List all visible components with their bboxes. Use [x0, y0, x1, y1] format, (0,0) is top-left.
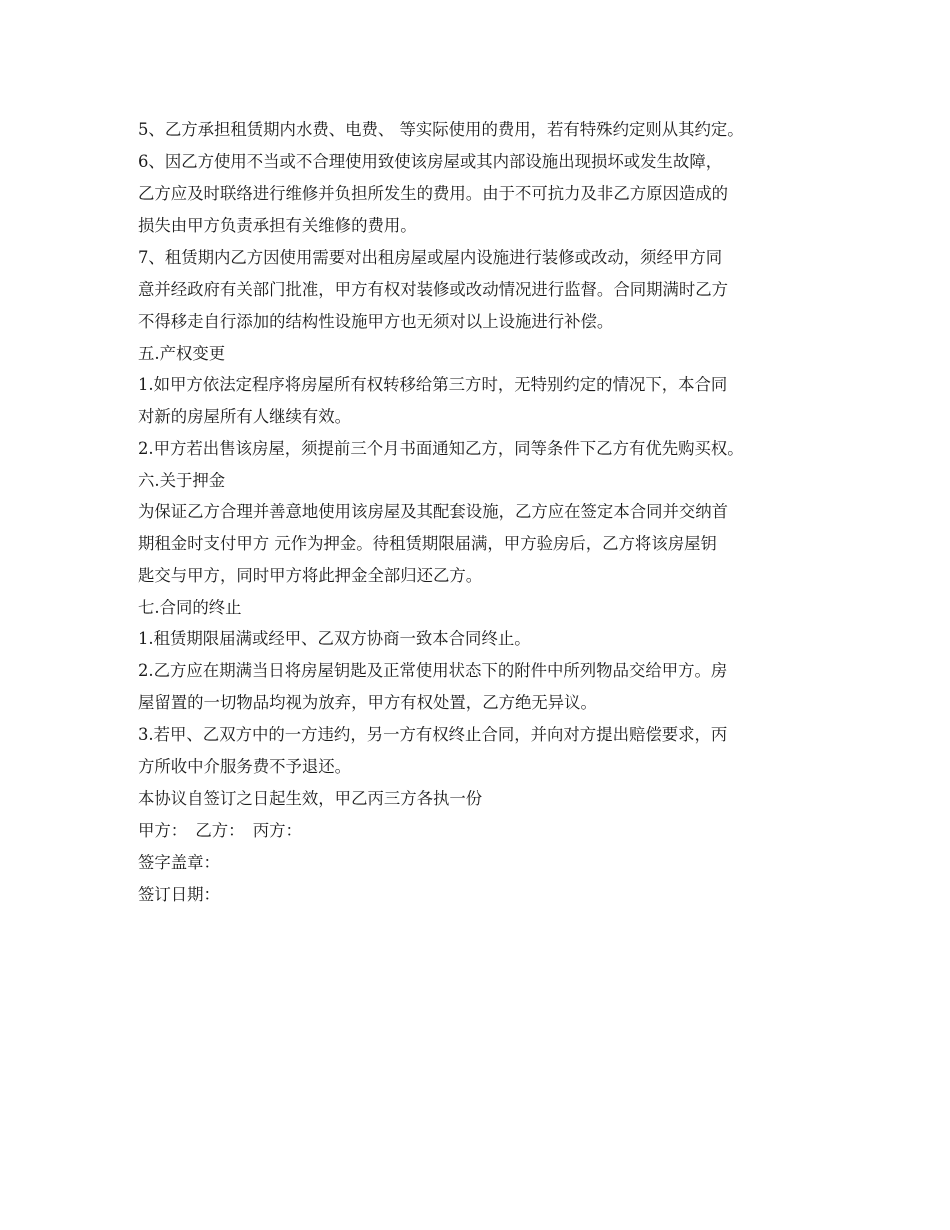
property-clause-1-line-1: 1.如甲方依法定程序将房屋所有权转移给第三方时，无特别约定的情况下，本合同: [138, 375, 728, 394]
property-clause-1-line-2: 对新的房屋所有人继续有效。: [138, 407, 352, 426]
effective-statement: 本协议自签订之日起生效，甲乙丙三方各执一份: [138, 789, 483, 808]
clause-7-line-3: 不得移走自行添加的结构性设施甲方也无须对以上设施进行补偿。: [138, 312, 614, 331]
clause-7-line-1: 7、租赁期内乙方因使用需要对出租房屋或屋内设施进行装修或改动，须经甲方同: [138, 248, 723, 267]
clause-6-line-3: 损失由甲方负责承担有关维修的费用。: [138, 216, 417, 235]
signature-line: 签字盖章：: [138, 853, 220, 872]
section-heading-property-change: 五.产权变更: [138, 344, 226, 363]
contract-page: [138, 114, 828, 911]
property-clause-2-line: 2.甲方若出售该房屋，须提前三个月书面通知乙方，同等条件下乙方有优先购买权。: [138, 439, 744, 458]
section-heading-termination: 七.合同的终止: [138, 598, 242, 617]
parties-line: 甲方： 乙方： 丙方：: [138, 821, 302, 840]
signing-date-line: 签订日期：: [138, 885, 220, 904]
termination-clause-2-line-2: 屋留置的一切物品均视为放弃，甲方有权处置，乙方绝无异议。: [138, 693, 597, 712]
clause-6-line-1: 6、因乙方使用不当或不合理使用致使该房屋或其内部设施出现损坏或发生故障，: [138, 152, 723, 171]
section-heading-deposit: 六.关于押金: [138, 471, 226, 490]
termination-clause-3-line-2: 方所收中介服务费不予退还。: [138, 757, 352, 776]
deposit-line-1: 为保证乙方合理并善意地使用该房屋及其配套设施，乙方应在签定本合同并交纳首: [138, 502, 729, 521]
clause-7-line-2: 意并经政府有关部门批准，甲方有权对装修或改动情况进行监督。合同期满时乙方: [138, 280, 729, 299]
clause-6-line-2: 乙方应及时联络进行维修并负担所发生的费用。由于不可抗力及非乙方原因造成的: [138, 184, 729, 203]
termination-clause-2-line-1: 2.乙方应在期满当日将房屋钥匙及正常使用状态下的附件中所列物品交给甲方。房: [138, 661, 728, 680]
termination-clause-3-line-1: 3.若甲、乙双方中的一方违约，另一方有权终止合同，并向对方提出赔偿要求，丙: [138, 725, 728, 744]
deposit-line-2: 期租金时支付甲方 元作为押金。待租赁期限届满，甲方验房后，乙方将该房屋钥: [138, 534, 717, 553]
deposit-line-3: 匙交与甲方，同时甲方将此押金全部归还乙方。: [138, 566, 483, 585]
termination-clause-1-line: 1.租赁期限届满或经甲、乙双方协商一致本合同终止。: [138, 629, 531, 648]
clause-5-line: 5、乙方承担租赁期内水费、电费、 等实际使用的费用，若有特殊约定则从其约定。: [138, 120, 744, 139]
